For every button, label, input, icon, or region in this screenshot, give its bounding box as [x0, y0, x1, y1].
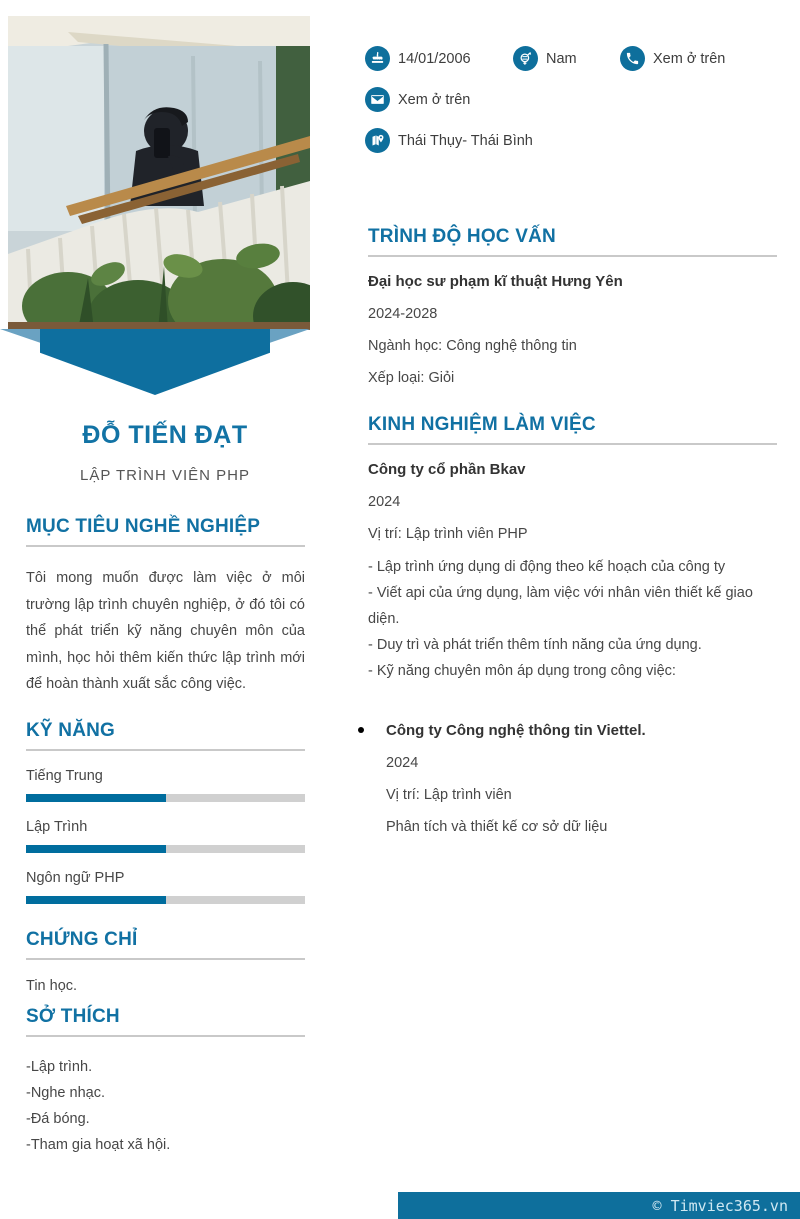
section-divider	[26, 545, 305, 547]
experience-job	[368, 461, 777, 684]
section-divider	[26, 958, 305, 960]
footer-copyright: © Timviec365.vn	[652, 1196, 788, 1215]
experience-heading: KINH NGHIỆM LÀM VIỆC	[368, 414, 596, 435]
hobby-item: -Lập trình.	[26, 1058, 93, 1075]
gender-icon	[513, 46, 538, 71]
phone-value: Xem ở trên	[653, 50, 726, 67]
contact-email	[365, 87, 470, 112]
job-company: Công ty cổ phần Bkav	[368, 461, 526, 478]
skill-label: Ngôn ngữ PHP	[26, 869, 125, 886]
job-position: Vị trí: Lập trình viên	[386, 787, 512, 803]
section-skills	[26, 720, 305, 904]
skill-bar-track	[26, 794, 305, 802]
skill-item	[26, 768, 305, 802]
skill-label: Tiếng Trung	[26, 767, 103, 784]
hobbies-heading: SỞ THÍCH	[26, 1005, 120, 1027]
section-education	[368, 226, 777, 386]
skill-bar-fill	[26, 896, 166, 904]
skill-item	[26, 870, 305, 904]
section-divider	[368, 255, 777, 257]
address-value: Thái Thụy- Thái Bình	[398, 132, 533, 149]
certificates-heading: CHỨNG CHỈ	[26, 928, 138, 950]
profile-photo	[8, 16, 310, 330]
contact-gender	[513, 46, 577, 71]
education-years: 2024-2028	[368, 306, 438, 322]
contact-address	[365, 128, 533, 153]
candidate-title: LẬP TRÌNH VIÊN PHP	[80, 467, 250, 484]
email-icon	[365, 87, 390, 112]
job-detail: Phân tích và thiết kế cơ sở dữ liệu	[386, 819, 608, 835]
job-details	[368, 554, 777, 684]
section-hobbies	[26, 1006, 305, 1158]
job-position: Vị trí: Lập trình viên PHP	[368, 526, 528, 542]
right-column	[368, 226, 777, 835]
objective-text: Tôi mong muốn được làm việc ở môi trường lập trình chuyên nghiệp, ở đó tôi có thể phát triển kỹ năng chuyên môn của mình, học hỏi thêm kiến thức lập trình mới để hoàn thành xuất sắc công việc.	[26, 570, 305, 692]
job-company: Công ty Công nghệ thông tin Viettel.	[386, 722, 646, 739]
section-divider	[26, 1035, 305, 1037]
email-value: Xem ở trên	[398, 91, 471, 108]
map-location-icon	[365, 128, 390, 153]
section-divider	[26, 749, 305, 751]
hobby-item: -Nghe nhạc.	[26, 1084, 105, 1101]
footer-bar	[398, 1192, 800, 1219]
contact-birthday	[365, 46, 471, 71]
birthday-cake-icon	[365, 46, 390, 71]
education-major: Ngành học: Công nghệ thông tin	[368, 338, 577, 354]
birthday-value: 14/01/2006	[398, 50, 471, 67]
phone-icon	[620, 46, 645, 71]
skill-label: Lập Trình	[26, 818, 88, 835]
skill-bar-track	[26, 896, 305, 904]
hobby-list	[26, 1054, 305, 1158]
job-detail: - Kỹ năng chuyên môn áp dụng trong công việc:	[368, 663, 676, 679]
section-divider	[368, 443, 777, 445]
experience-job	[368, 722, 777, 835]
contact-phone	[620, 46, 725, 71]
job-detail: - Viết api của ứng dụng, làm việc với nhân viên thiết kế giao diện.	[368, 585, 753, 627]
section-objective	[26, 516, 305, 698]
section-experience	[368, 414, 777, 835]
gender-value: Nam	[546, 50, 577, 67]
education-heading: TRÌNH ĐỘ HỌC VẤN	[368, 226, 556, 247]
skill-bar-fill	[26, 845, 166, 853]
skill-bar-track	[26, 845, 305, 853]
objective-heading: MỤC TIÊU NGHỀ NGHIỆP	[26, 516, 261, 537]
job-year: 2024	[368, 494, 401, 510]
education-grade: Xếp loại: Giỏi	[368, 370, 455, 386]
hobby-item: -Tham gia hoạt xã hội.	[26, 1136, 171, 1153]
skill-item	[26, 819, 305, 853]
skills-heading: KỸ NĂNG	[26, 719, 116, 741]
profile-photo-image	[8, 16, 310, 330]
ribbon-chevron-dark	[40, 329, 270, 395]
job-year: 2024	[386, 755, 419, 771]
hobby-item: -Đá bóng.	[26, 1110, 90, 1127]
education-school: Đại học sư phạm kĩ thuật Hưng Yên	[368, 273, 623, 290]
skill-bar-fill	[26, 794, 166, 802]
section-certificates	[26, 929, 305, 994]
certificate-item: Tin học.	[26, 977, 78, 994]
bullet-icon	[358, 727, 364, 733]
job-detail: - Duy trì và phát triển thêm tính năng của ứng dụng.	[368, 637, 702, 653]
job-detail: - Lập trình ứng dụng di động theo kế hoạch của công ty	[368, 559, 726, 575]
candidate-name: ĐỖ TIẾN ĐẠT	[82, 421, 248, 449]
left-column	[26, 516, 305, 1158]
